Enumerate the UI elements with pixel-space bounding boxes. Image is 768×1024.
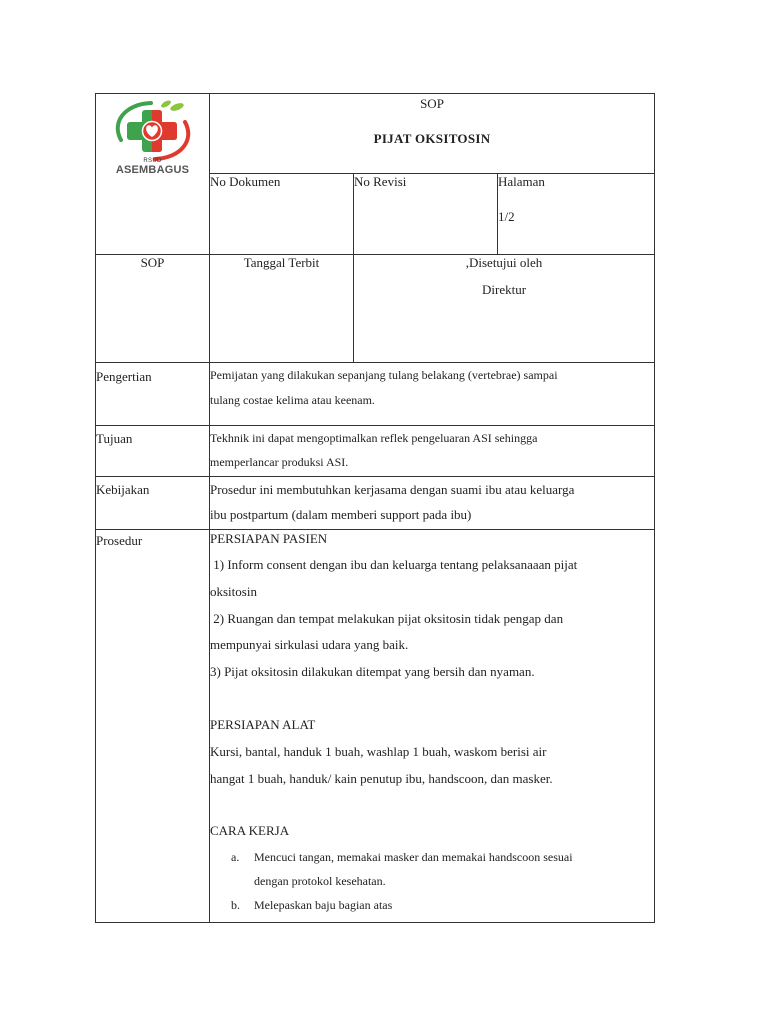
- text-line: Mencuci tangan, memakai masker dan memakai handscoon sesuai: [254, 850, 573, 865]
- text-line: tulang costae kelima atau keenam.: [210, 393, 375, 407]
- prosedur-content: [210, 530, 655, 923]
- tanggal-terbit-cell: [210, 255, 354, 363]
- pengertian-content: [210, 363, 655, 426]
- text-line: 2) Ruangan dan tempat melakukan pijat oksitosin tidak pengap dan: [210, 610, 564, 626]
- text-line: 3) Pijat oksitosin dilakukan ditempat yang bersih dan nyaman.: [210, 664, 535, 680]
- title-cell: [210, 94, 655, 174]
- halaman-label: Halaman: [498, 174, 545, 189]
- spacer: [210, 792, 654, 818]
- kebijakan-content: [210, 477, 655, 530]
- text-line: 1) Inform consent dengan ibu dan keluarga tentang pelaksanaaan pijat: [210, 557, 578, 572]
- text-line: Tekhnik ini dapat mengoptimalkan reflek pengeluaran ASI sehingga: [210, 431, 538, 445]
- rsud-cross-heart-icon: [107, 100, 199, 162]
- sop-label-cell: [96, 255, 210, 363]
- hospital-logo: [107, 100, 199, 176]
- text-line: ibu postpartum (dalam memberi support pada ibu): [210, 507, 472, 522]
- disetujui-label: ,Disetujui oleh: [465, 255, 543, 270]
- step-marker: b.: [231, 898, 240, 913]
- no-dokumen-label: No Dokumen: [210, 174, 281, 189]
- text-line: Pemijatan yang dilakukan sepanjang tulang belakang (vertebrae) sampai: [210, 368, 558, 382]
- approval-cell: [354, 255, 655, 363]
- text-line: mempunyai sirkulasi udara yang baik.: [210, 637, 409, 653]
- spacer: [210, 686, 654, 712]
- halaman-value: 1/2: [498, 209, 515, 224]
- kebijakan-label: Kebijakan: [96, 477, 210, 530]
- list-item: [210, 845, 654, 893]
- text-line: hangat 1 buah, handuk/ kain penutup ibu, handscoon, dan masker.: [210, 770, 553, 786]
- text-line: Kursi, bantal, handuk 1 buah, washlap 1 buah, waskom berisi air: [210, 743, 547, 759]
- logo-small-text: RSUD: [143, 158, 162, 164]
- pengertian-label: Pengertian: [96, 363, 210, 426]
- no-revisi-label: No Revisi: [354, 174, 407, 189]
- direktur-label: Direktur: [481, 282, 527, 297]
- halaman-cell: [498, 174, 655, 255]
- cara-kerja-steps: [210, 845, 654, 917]
- text-line: Melepaskan baju bagian atas: [254, 898, 393, 913]
- text-line: oksitosin: [210, 583, 257, 599]
- page-title: PIJAT OKSITOSIN: [373, 131, 491, 146]
- step-marker: a.: [231, 850, 240, 865]
- tujuan-label: Tujuan: [96, 426, 210, 477]
- persiapan-pasien-heading: PERSIAPAN PASIEN: [210, 531, 328, 546]
- cara-kerja-heading: CARA KERJA: [210, 823, 290, 839]
- logo-cell: [96, 94, 210, 255]
- list-item: [210, 893, 654, 917]
- doc-type: SOP: [420, 96, 444, 111]
- text-line: dengan protokol kesehatan.: [254, 874, 386, 889]
- logo-hospital-name: ASEMBAGUS: [115, 164, 190, 176]
- sop-table: [95, 93, 655, 923]
- tujuan-content: [210, 426, 655, 477]
- no-dokumen-cell: [210, 174, 354, 255]
- text-line: Prosedur ini membutuhkan kerjasama dengan suami ibu atau keluarga: [210, 482, 575, 497]
- prosedur-label: Prosedur: [96, 530, 210, 923]
- persiapan-alat-heading: PERSIAPAN ALAT: [210, 716, 316, 732]
- tanggal-terbit-label: Tanggal Terbit: [243, 255, 320, 270]
- text-line: memperlancar produksi ASI.: [210, 455, 349, 469]
- sop-label: SOP: [140, 255, 165, 270]
- no-revisi-cell: [354, 174, 498, 255]
